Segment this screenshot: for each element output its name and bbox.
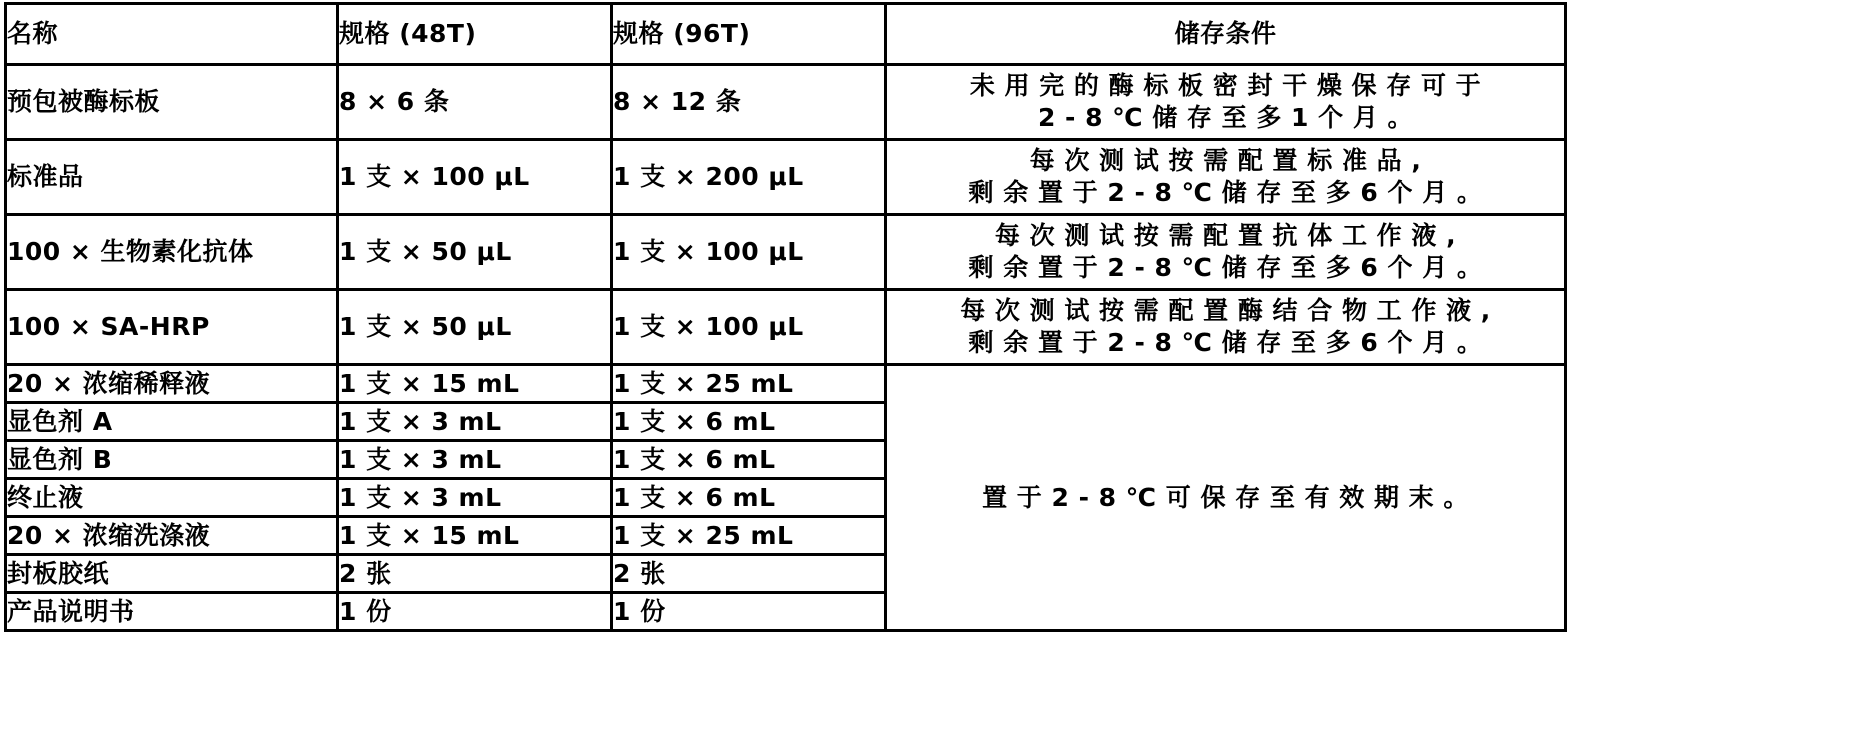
- cell-spec-96t: 1 支 × 100 μL: [612, 215, 886, 290]
- cell-storage: [886, 65, 1566, 140]
- storage-line: 2 - 8 ℃ 储 存 至 多 1 个 月 。: [1037, 103, 1414, 132]
- cell-name: 显色剂 A: [6, 403, 338, 441]
- cell-spec-96t: 1 支 × 6 mL: [612, 479, 886, 517]
- storage-line: 每 次 测 试 按 需 配 置 抗 体 工 作 液 ,: [994, 221, 1457, 250]
- cell-spec-48t: 1 支 × 3 mL: [338, 479, 612, 517]
- cell-storage: [886, 215, 1566, 290]
- cell-spec-96t: 1 支 × 100 μL: [612, 290, 886, 365]
- table-header-row: [6, 4, 1566, 65]
- cell-name: 封板胶纸: [6, 555, 338, 593]
- storage-line: 每 次 测 试 按 需 配 置 酶 结 合 物 工 作 液 ,: [960, 296, 1491, 325]
- table-row: [6, 290, 1566, 365]
- column-header-storage: 储存条件: [886, 4, 1566, 65]
- cell-spec-48t: 1 支 × 15 mL: [338, 517, 612, 555]
- storage-line: 剩 余 置 于 2 - 8 ℃ 储 存 至 多 6 个 月 。: [968, 178, 1483, 207]
- cell-spec-96t: 1 份: [612, 593, 886, 631]
- cell-name: 显色剂 B: [6, 441, 338, 479]
- storage-line: 剩 余 置 于 2 - 8 ℃ 储 存 至 多 6 个 月 。: [968, 328, 1483, 357]
- cell-spec-96t: 1 支 × 6 mL: [612, 441, 886, 479]
- cell-spec-48t: 1 支 × 50 μL: [338, 290, 612, 365]
- cell-name: 100 × 生物素化抗体: [6, 215, 338, 290]
- cell-spec-96t: 1 支 × 25 mL: [612, 517, 886, 555]
- column-header-name: 名称: [6, 4, 338, 65]
- cell-storage-merged: 置 于 2 - 8 ℃ 可 保 存 至 有 效 期 末 。: [886, 365, 1566, 631]
- cell-name: 标准品: [6, 140, 338, 215]
- cell-spec-48t: 1 支 × 100 μL: [338, 140, 612, 215]
- document-page: [0, 2, 1875, 749]
- cell-name: 20 × 浓缩稀释液: [6, 365, 338, 403]
- storage-line: 未 用 完 的 酶 标 板 密 封 干 燥 保 存 可 于: [969, 71, 1482, 100]
- cell-name: 终止液: [6, 479, 338, 517]
- storage-line: 每 次 测 试 按 需 配 置 标 准 品 ,: [1029, 146, 1422, 175]
- cell-spec-96t: 1 支 × 200 μL: [612, 140, 886, 215]
- table-row: [6, 65, 1566, 140]
- cell-storage: [886, 290, 1566, 365]
- table-header: [6, 4, 1566, 65]
- cell-spec-48t: 1 份: [338, 593, 612, 631]
- column-header-spec-96t: 规格 (96T): [612, 4, 886, 65]
- cell-spec-48t: 2 张: [338, 555, 612, 593]
- cell-name: 预包被酶标板: [6, 65, 338, 140]
- cell-spec-96t: 2 张: [612, 555, 886, 593]
- cell-spec-48t: 1 支 × 50 μL: [338, 215, 612, 290]
- cell-spec-48t: 1 支 × 3 mL: [338, 441, 612, 479]
- cell-spec-48t: 8 × 6 条: [338, 65, 612, 140]
- storage-line: 剩 余 置 于 2 - 8 ℃ 储 存 至 多 6 个 月 。: [968, 253, 1483, 282]
- cell-spec-48t: 1 支 × 3 mL: [338, 403, 612, 441]
- cell-spec-96t: 1 支 × 25 mL: [612, 365, 886, 403]
- cell-name: 20 × 浓缩洗涤液: [6, 517, 338, 555]
- table-row: [6, 215, 1566, 290]
- cell-name: 100 × SA-HRP: [6, 290, 338, 365]
- cell-spec-96t: 8 × 12 条: [612, 65, 886, 140]
- kit-components-table: [4, 2, 1567, 632]
- cell-spec-48t: 1 支 × 15 mL: [338, 365, 612, 403]
- cell-storage: [886, 140, 1566, 215]
- cell-name: 产品说明书: [6, 593, 338, 631]
- cell-spec-96t: 1 支 × 6 mL: [612, 403, 886, 441]
- table-row: [6, 140, 1566, 215]
- column-header-spec-48t: 规格 (48T): [338, 4, 612, 65]
- table-row: [6, 365, 1566, 403]
- table-body: [6, 65, 1566, 631]
